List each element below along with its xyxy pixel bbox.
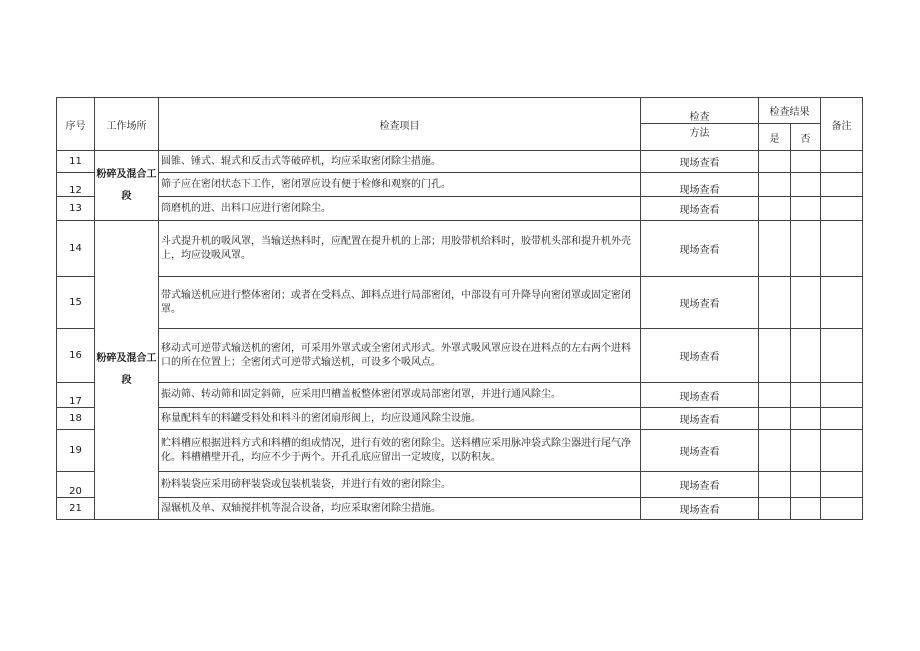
header-yes: 是 xyxy=(759,124,791,151)
no-cell[interactable] xyxy=(791,329,821,383)
yes-cell[interactable] xyxy=(759,277,791,329)
row-number: 19 xyxy=(57,430,95,472)
item-text: 圆锥、锤式、辊式和反击式等破碎机，均应采取密闭除尘措施。 xyxy=(159,151,641,173)
method-text: 现场查看 xyxy=(641,498,759,520)
yes-cell[interactable] xyxy=(759,498,791,520)
row-number: 15 xyxy=(57,277,95,329)
no-cell[interactable] xyxy=(791,173,821,197)
header-method-line1: 检查 xyxy=(641,98,759,124)
yes-cell[interactable] xyxy=(759,151,791,173)
item-text: 粉料装袋应采用磅秤装袋或包装机装袋，并进行有效的密闭除尘。 xyxy=(159,472,641,498)
item-text: 湿辗机及单、双轴搅拌机等混合设备，均应采取密闭除尘措施。 xyxy=(159,498,641,520)
inspection-table xyxy=(56,97,863,520)
row-number: 11 xyxy=(57,151,95,173)
header-method-line2: 方法 xyxy=(641,124,759,151)
location-cell: 粉碎及混合工段 xyxy=(95,221,159,520)
no-cell[interactable] xyxy=(791,383,821,408)
no-cell[interactable] xyxy=(791,430,821,472)
no-cell[interactable] xyxy=(791,498,821,520)
yes-cell[interactable] xyxy=(759,408,791,430)
method-text: 现场查看 xyxy=(641,221,759,277)
yes-cell[interactable] xyxy=(759,221,791,277)
item-text: 带式输送机应进行整体密闭；或者在受料点、卸料点进行局部密闭，中部设有可升降导向密闭罩或固定密闭罩。 xyxy=(159,277,641,329)
no-cell[interactable] xyxy=(791,151,821,173)
method-text: 现场查看 xyxy=(641,383,759,408)
yes-cell[interactable] xyxy=(759,430,791,472)
table-row xyxy=(57,197,863,221)
row-number: 16 xyxy=(57,329,95,383)
no-cell[interactable] xyxy=(791,221,821,277)
table-row xyxy=(57,277,863,329)
row-number: 13 xyxy=(57,197,95,221)
remark-cell[interactable] xyxy=(821,151,863,173)
item-text: 斗式提升机的吸风罩，当输送热料时，应配置在提升机的上部；用胶带机给料时，胶带机头部和提升机外壳上，均应设吸风罩。 xyxy=(159,221,641,277)
item-text: 筛子应在密闭状态下工作，密闭罩应设有便于检修和观察的门孔。 xyxy=(159,173,641,197)
row-number: 20 xyxy=(57,472,95,498)
yes-cell[interactable] xyxy=(759,173,791,197)
method-text: 现场查看 xyxy=(641,197,759,221)
method-text: 现场查看 xyxy=(641,472,759,498)
item-text: 称量配料车的料罐受料处和料斗的密闭扇形阀上，均应设通风除尘设施。 xyxy=(159,408,641,430)
header-no: 否 xyxy=(791,124,821,151)
yes-cell[interactable] xyxy=(759,329,791,383)
header-location: 工作场所 xyxy=(95,98,159,151)
method-text: 现场查看 xyxy=(641,151,759,173)
header-row-1 xyxy=(57,98,863,124)
remark-cell[interactable] xyxy=(821,430,863,472)
yes-cell[interactable] xyxy=(759,383,791,408)
remark-cell[interactable] xyxy=(821,329,863,383)
remark-cell[interactable] xyxy=(821,472,863,498)
yes-cell[interactable] xyxy=(759,472,791,498)
remark-cell[interactable] xyxy=(821,197,863,221)
no-cell[interactable] xyxy=(791,472,821,498)
table-row xyxy=(57,408,863,430)
header-result: 检查结果 xyxy=(759,98,821,124)
remark-cell[interactable] xyxy=(821,277,863,329)
row-number: 21 xyxy=(57,498,95,520)
header-remark: 备注 xyxy=(821,98,863,151)
remark-cell[interactable] xyxy=(821,408,863,430)
row-number: 14 xyxy=(57,221,95,277)
remark-cell[interactable] xyxy=(821,221,863,277)
table-row xyxy=(57,329,863,383)
remark-cell[interactable] xyxy=(821,173,863,197)
no-cell[interactable] xyxy=(791,408,821,430)
yes-cell[interactable] xyxy=(759,197,791,221)
table-row xyxy=(57,430,863,472)
row-number: 18 xyxy=(57,408,95,430)
table-row xyxy=(57,383,863,408)
table-row xyxy=(57,498,863,520)
method-text: 现场查看 xyxy=(641,173,759,197)
table-row xyxy=(57,173,863,197)
method-text: 现场查看 xyxy=(641,408,759,430)
table-row xyxy=(57,472,863,498)
row-number: 12 xyxy=(57,173,95,197)
method-text: 现场查看 xyxy=(641,329,759,383)
remark-cell[interactable] xyxy=(821,498,863,520)
remark-cell[interactable] xyxy=(821,383,863,408)
location-cell: 粉碎及混合工段 xyxy=(95,151,159,221)
no-cell[interactable] xyxy=(791,277,821,329)
row-number: 17 xyxy=(57,383,95,408)
item-text: 移动式可逆带式输送机的密闭，可采用外罩式或全密闭式形式。外罩式吸风罩应设在进料点的左右两个进料口的所在位置上；全密闭式可逆带式输送机，可设多个吸风点。 xyxy=(159,329,641,383)
item-text: 振动筛、转动筛和固定斜筛，应采用凹槽盖板整体密闭罩或局部密闭罩，并进行通风除尘。 xyxy=(159,383,641,408)
table-row xyxy=(57,151,863,173)
item-text: 筒磨机的进、出料口应进行密闭除尘。 xyxy=(159,197,641,221)
item-text: 贮料槽应根据进料方式和料槽的组成情况，进行有效的密闭除尘。送料槽应采用脉冲袋式除尘器进行尾气净化。料槽槽壁开孔，均应不少于两个。开孔孔底应留出一定坡度，以防积灰。 xyxy=(159,430,641,472)
header-item: 检查项目 xyxy=(159,98,641,151)
method-text: 现场查看 xyxy=(641,277,759,329)
table-row xyxy=(57,221,863,277)
method-text: 现场查看 xyxy=(641,430,759,472)
header-seq: 序号 xyxy=(57,98,95,151)
no-cell[interactable] xyxy=(791,197,821,221)
